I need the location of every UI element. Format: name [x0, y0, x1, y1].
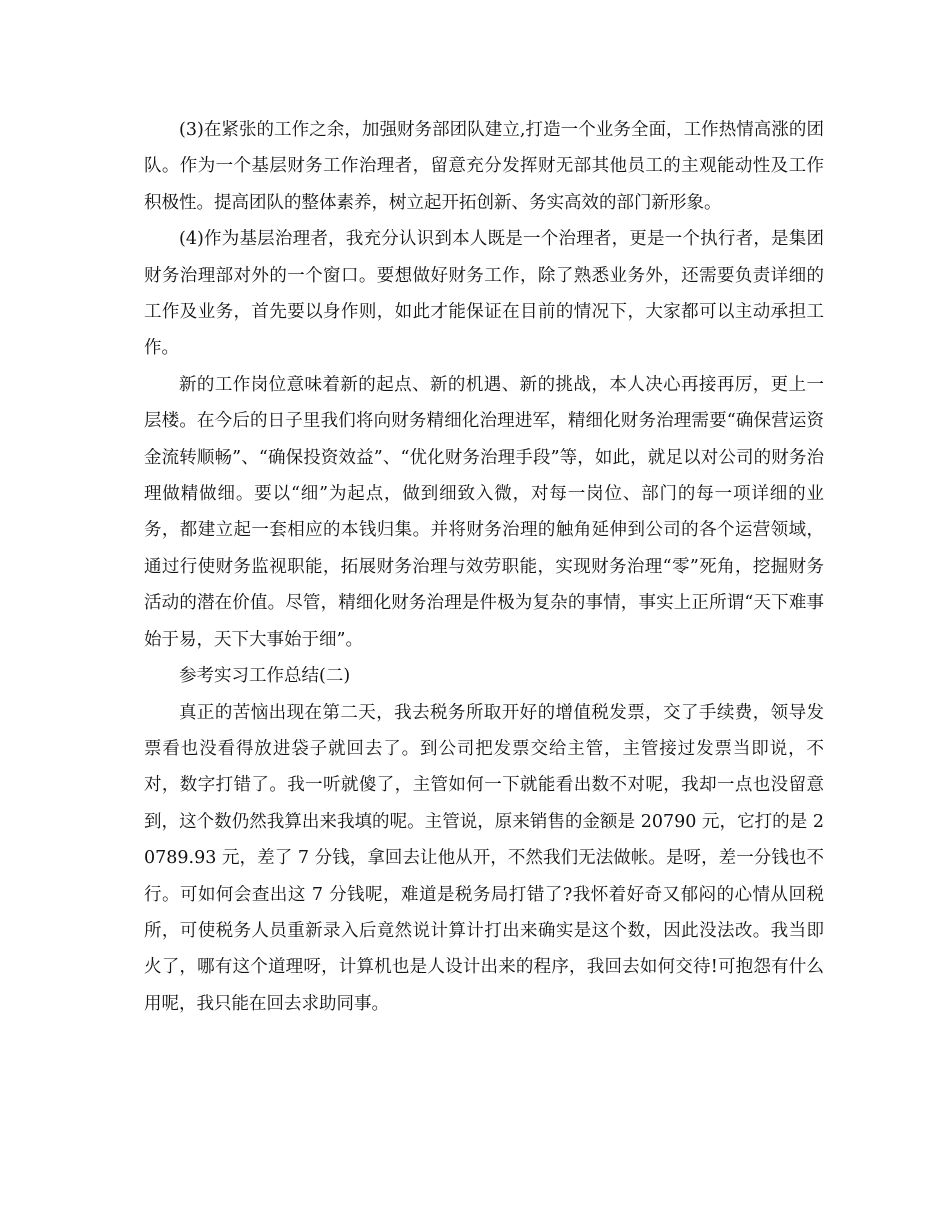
- paragraph-item-4: (4)作为基层治理者，我充分认识到本人既是一个治理者，更是一个执行者，是集团财务治理部对外的一个窗口。要想做好财务工作，除了熟悉业务外，还需要负责详细的工作及业务，首先要以身作则，如此才能保证在目前的情况下，大家都可以主动承担工作。: [144, 229, 824, 359]
- paragraph-new-position: 新的工作岗位意味着新的起点、新的机遇、新的挑战，本人决心再接再厉，更上一层楼。在今后的日子里我们将向财务精细化治理进军，精细化财务治理需要“确保营运资金流转顺畅”、“确保投资效益”、“优化财务治理手段”等，如此，就足以对公司的财务治理做精做细。要以“细”为起点，做到细致入微，对每一岗位、部门的每一项详细的业务，都建立起一套相应的本钱归集。并将财务治理的触角延伸到公司的各个运营领域，通过行使财务监视职能，拓展财务治理与效劳职能，实现财务治理“零”死角，挖掘财务活动的潜在价值。尽管，精细化财务治理是件极为复杂的事情，事实上正所谓“天下难事始于易，天下大事始于细”。: [144, 374, 824, 650]
- section-heading: 参考实习工作总结(二): [179, 666, 351, 687]
- paragraph-item-3: (3)在紧张的工作之余，加强财务部团队建立,打造一个业务全面，工作热情高涨的团队。作为一个基层财务工作治理者，留意充分发挥财无部其他员工的主观能动性及工作积极性。提高团队的整体素养，树立起开拓创新、务实高效的部门新形象。: [144, 120, 824, 213]
- paragraph-tax-invoice: 真正的苦恼出现在第二天，我去税务所取开好的增值税发票，交了手续费，领导发票看也没看得放进袋子就回去了。到公司把发票交给主管，主管接过发票当即说，不对，数字打错了。我一听就傻了，主管如何一下就能看出数不对呢，我却一点也没留意到，这个数仍然我算出来我填的呢。主管说，原来销售的金额是 20790 元，它打的是 20789.93 元，差了 7 分钱，拿回去让他从开，不然我们无法做帐。是呀，差一分钱也不行。可如何会查出这 7 分钱呢，难道是税务局打错了?我怀着好奇又郁闷的心情从回税所，可使税务人员重新录入后竟然说计算计打出来确实是这个数，因此没法改。我当即火了，哪有这个道理呀，计算机也是人设计出来的程序，我回去如何交待!可抱怨有什么用呢，我只能在回去求助同事。: [144, 702, 824, 1014]
- document-body: [144, 112, 824, 1022]
